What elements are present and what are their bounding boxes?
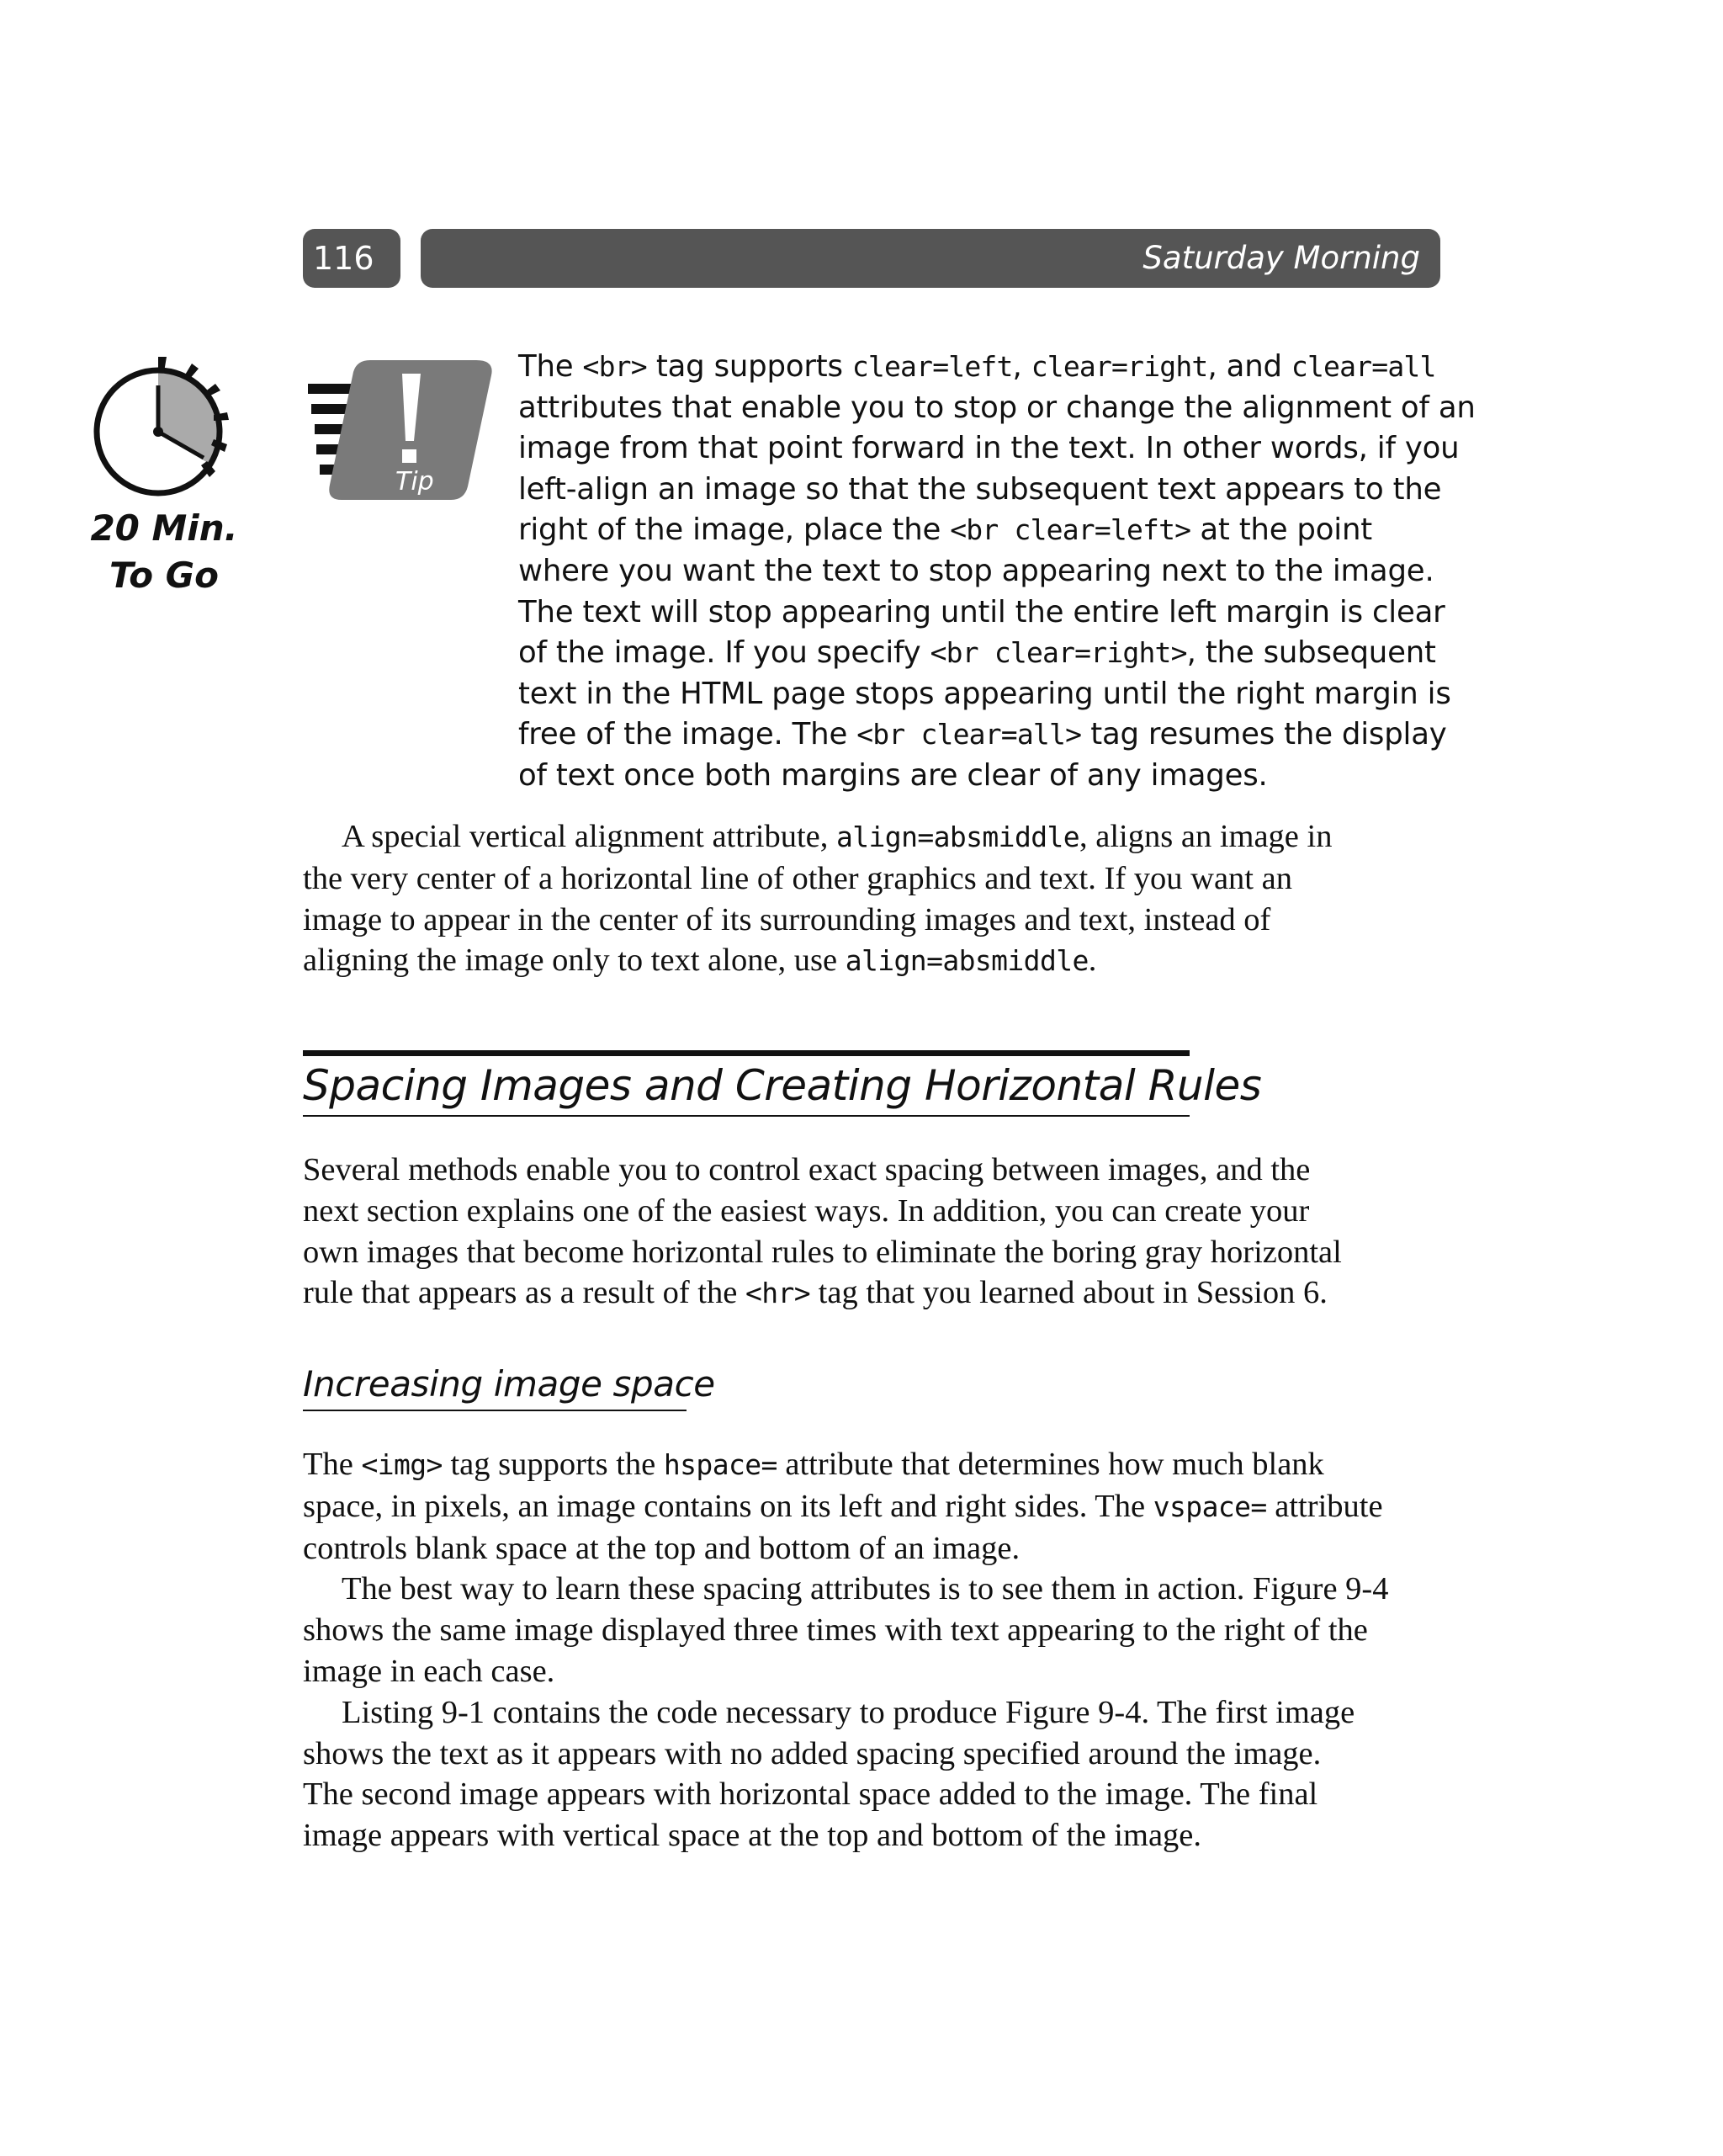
tip-line: attributes that enable you to stop or change the alignment of an bbox=[518, 390, 1476, 425]
time-remaining-minutes: 20 Min. bbox=[90, 507, 238, 549]
page-number: 116 bbox=[303, 229, 400, 288]
text-line: next section explains one of the easiest ways. In addition, you can create your bbox=[303, 1192, 1310, 1229]
text-line: aligning the image only to text alone, use align=absmiddle. bbox=[303, 943, 1097, 979]
section-heading: Spacing Images and Creating Horizontal Rules bbox=[303, 1061, 1262, 1110]
text-line: image in each case. bbox=[303, 1653, 555, 1689]
tip-line: image from that point forward in the text. In other words, if you bbox=[518, 431, 1460, 466]
absmiddle-paragraph bbox=[303, 816, 1464, 982]
tip-line: free of the image. The <br clear=all> tag resumes the display bbox=[518, 717, 1447, 752]
text-line: A special vertical alignment attribute, align=absmiddle, aligns an image in bbox=[342, 819, 1333, 854]
text-line: The second image appears with horizontal space added to the image. The final bbox=[303, 1776, 1318, 1813]
text-line: Several methods enable you to control exact spacing between images, and the bbox=[303, 1152, 1311, 1187]
text-line: image to appear in the center of its surrounding images and text, instead of bbox=[303, 901, 1271, 937]
text-line: The best way to learn these spacing attributes is to see them in action. Figure 9-4 bbox=[342, 1571, 1389, 1607]
tip-line: of the image. If you specify <br clear=right>, the subsequent bbox=[518, 635, 1436, 671]
tip-line: text in the HTML page stops appearing until the right margin is bbox=[518, 676, 1451, 711]
text-line: shows the text as it appears with no added spacing specified around the image. bbox=[303, 1735, 1322, 1771]
time-remaining bbox=[76, 505, 252, 599]
section-intro-paragraph bbox=[303, 1150, 1464, 1314]
tip-line: left-align an image so that the subsequent text appears to the bbox=[518, 471, 1442, 507]
text-line: the very center of a horizontal line of other graphics and text. If you want an bbox=[303, 860, 1292, 896]
subsection-body bbox=[303, 1444, 1464, 1856]
subsection-rule bbox=[303, 1410, 687, 1411]
text-line: Listing 9-1 contains the code necessary to produce Figure 9-4. The first image bbox=[342, 1694, 1355, 1730]
clock-icon bbox=[89, 352, 249, 503]
text-line: shows the same image displayed three times with text appearing to the right of the bbox=[303, 1612, 1368, 1649]
text-line: image appears with vertical space at the top and bottom of the image. bbox=[303, 1818, 1201, 1854]
text-line: The <img> tag supports the hspace= attribute that determines how much blank bbox=[303, 1447, 1324, 1482]
tip-icon bbox=[303, 360, 496, 505]
time-remaining-to-go: To Go bbox=[109, 555, 220, 596]
tip-line: where you want the text to stop appearing next to the image. bbox=[518, 553, 1434, 588]
text-line: controls blank space at the top and bottom of an image. bbox=[303, 1530, 1021, 1566]
tip-line: The <br> tag supports clear=left, clear=right, and clear=all bbox=[518, 349, 1436, 384]
tip-text bbox=[518, 347, 1476, 797]
tip-line: The text will stop appearing until the entire left margin is clear bbox=[518, 594, 1445, 629]
text-line: own images that become horizontal rules to eliminate the boring gray horizontal bbox=[303, 1234, 1342, 1270]
tip-icon-label: Tip bbox=[395, 467, 434, 497]
text-line: space, in pixels, an image contains on its left and right sides. The vspace= attribute bbox=[303, 1488, 1383, 1524]
text-line: rule that appears as a result of the <hr> tag that you learned about in Session 6. bbox=[303, 1275, 1328, 1311]
subsection-heading: Increasing image space bbox=[303, 1363, 715, 1405]
section-rule-top bbox=[303, 1050, 1190, 1056]
tip-line: of text once both margins are clear of any images. bbox=[518, 757, 1268, 793]
tip-line: right of the image, place the <br clear=left> at the point bbox=[518, 512, 1372, 548]
running-head: Saturday Morning bbox=[421, 229, 1440, 288]
section-rule-bottom bbox=[303, 1115, 1190, 1117]
